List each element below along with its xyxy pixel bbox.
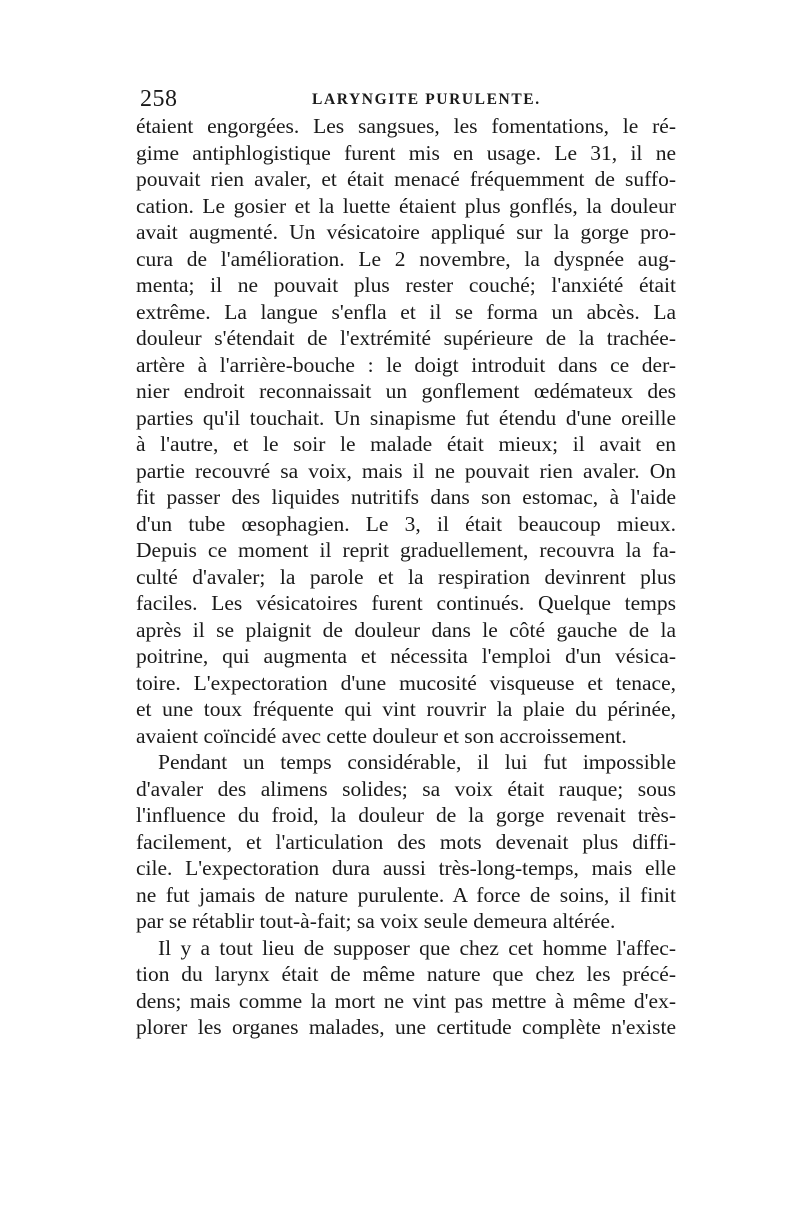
text-line: Il y a tout lieu de supposer que chez cet homme l'affec- — [158, 935, 676, 960]
text-line: faciles. Les vésicatoires furent continués. Quelque temps — [136, 591, 676, 615]
body-text — [136, 113, 676, 1041]
text-line: Pendant un temps considérable, il lui fut impossible — [158, 750, 676, 774]
text-line: avaient coïncidé avec cette douleur et son accroissement. — [136, 723, 627, 748]
text-line: étaient engorgées. Les sangsues, les fomentations, le ré- — [136, 114, 676, 138]
text-line: ne fut jamais de nature purulente. A force de soins, il finit — [136, 882, 676, 907]
text-line: extrême. La langue s'enfla et il se forma un abcès. La — [136, 299, 676, 324]
text-line: plorer les organes malades, une certitude complète n'existe — [136, 1015, 676, 1039]
text-line: nier endroit reconnaissait un gonflement œdémateux des — [136, 379, 676, 403]
text-line: cation. Le gosier et la luette étaient plus gonflés, la douleur — [136, 193, 676, 218]
text-line: cura de l'amélioration. Le 2 novembre, la dyspnée aug- — [136, 246, 676, 271]
text-line: toire. L'expectoration d'une mucosité visqueuse et tenace, — [136, 670, 676, 695]
text-line: à l'autre, et le soir le malade était mieux; il avait en — [136, 432, 676, 456]
text-line: Depuis ce moment il reprit graduellement, recouvra la fa- — [136, 538, 676, 562]
text-line: douleur s'étendait de l'extrémité supérieure de la trachée- — [136, 326, 676, 350]
text-line: partie recouvré sa voix, mais il ne pouvait rien avaler. On — [136, 458, 676, 483]
text-line: dens; mais comme la mort ne vint pas mettre à même d'ex- — [136, 988, 676, 1013]
text-line: et une toux fréquente qui vint rouvrir la plaie du périnée, — [136, 697, 676, 721]
text-line: gime antiphlogistique furent mis en usage. Le 31, il ne — [136, 140, 676, 165]
text-line: fit passer des liquides nutritifs dans son estomac, à l'aide — [136, 485, 676, 509]
text-line: pouvait rien avaler, et était menacé fréquemment de suffo- — [136, 167, 676, 191]
text-line: culté d'avaler; la parole et la respiration devinrent plus — [136, 564, 676, 589]
text-line: cile. L'expectoration dura aussi très-long-temps, mais elle — [136, 856, 676, 880]
text-line: par se rétablir tout-à-fait; sa voix seule demeura altérée. — [136, 909, 616, 933]
text-line: poitrine, qui augmenta et nécessita l'emploi d'un vésica- — [136, 644, 676, 668]
text-line: après il se plaignit de douleur dans le côté gauche de la — [136, 617, 676, 642]
text-line: d'avaler des alimens solides; sa voix était rauque; sous — [136, 776, 676, 801]
text-line: menta; il ne pouvait plus rester couché; l'anxiété était — [136, 273, 676, 297]
page-header — [136, 86, 676, 114]
text-line: l'influence du froid, la douleur de la gorge revenait très- — [136, 803, 676, 827]
text-line: parties qu'il touchait. Un sinapisme fut étendu d'une oreille — [136, 405, 676, 430]
text-line: avait augmenté. Un vésicatoire appliqué sur la gorge pro- — [136, 220, 676, 244]
text-line: facilement, et l'articulation des mots devenait plus diffi- — [136, 829, 676, 854]
running-head: LARYNGITE PURULENTE. — [312, 91, 541, 108]
page-number: 258 — [140, 86, 178, 112]
text-line: artère à l'arrière-bouche : le doigt introduit dans ce der- — [136, 352, 676, 377]
text-line: d'un tube œsophagien. Le 3, il était beaucoup mieux. — [136, 511, 676, 536]
text-line: tion du larynx était de même nature que chez les précé- — [136, 962, 676, 986]
